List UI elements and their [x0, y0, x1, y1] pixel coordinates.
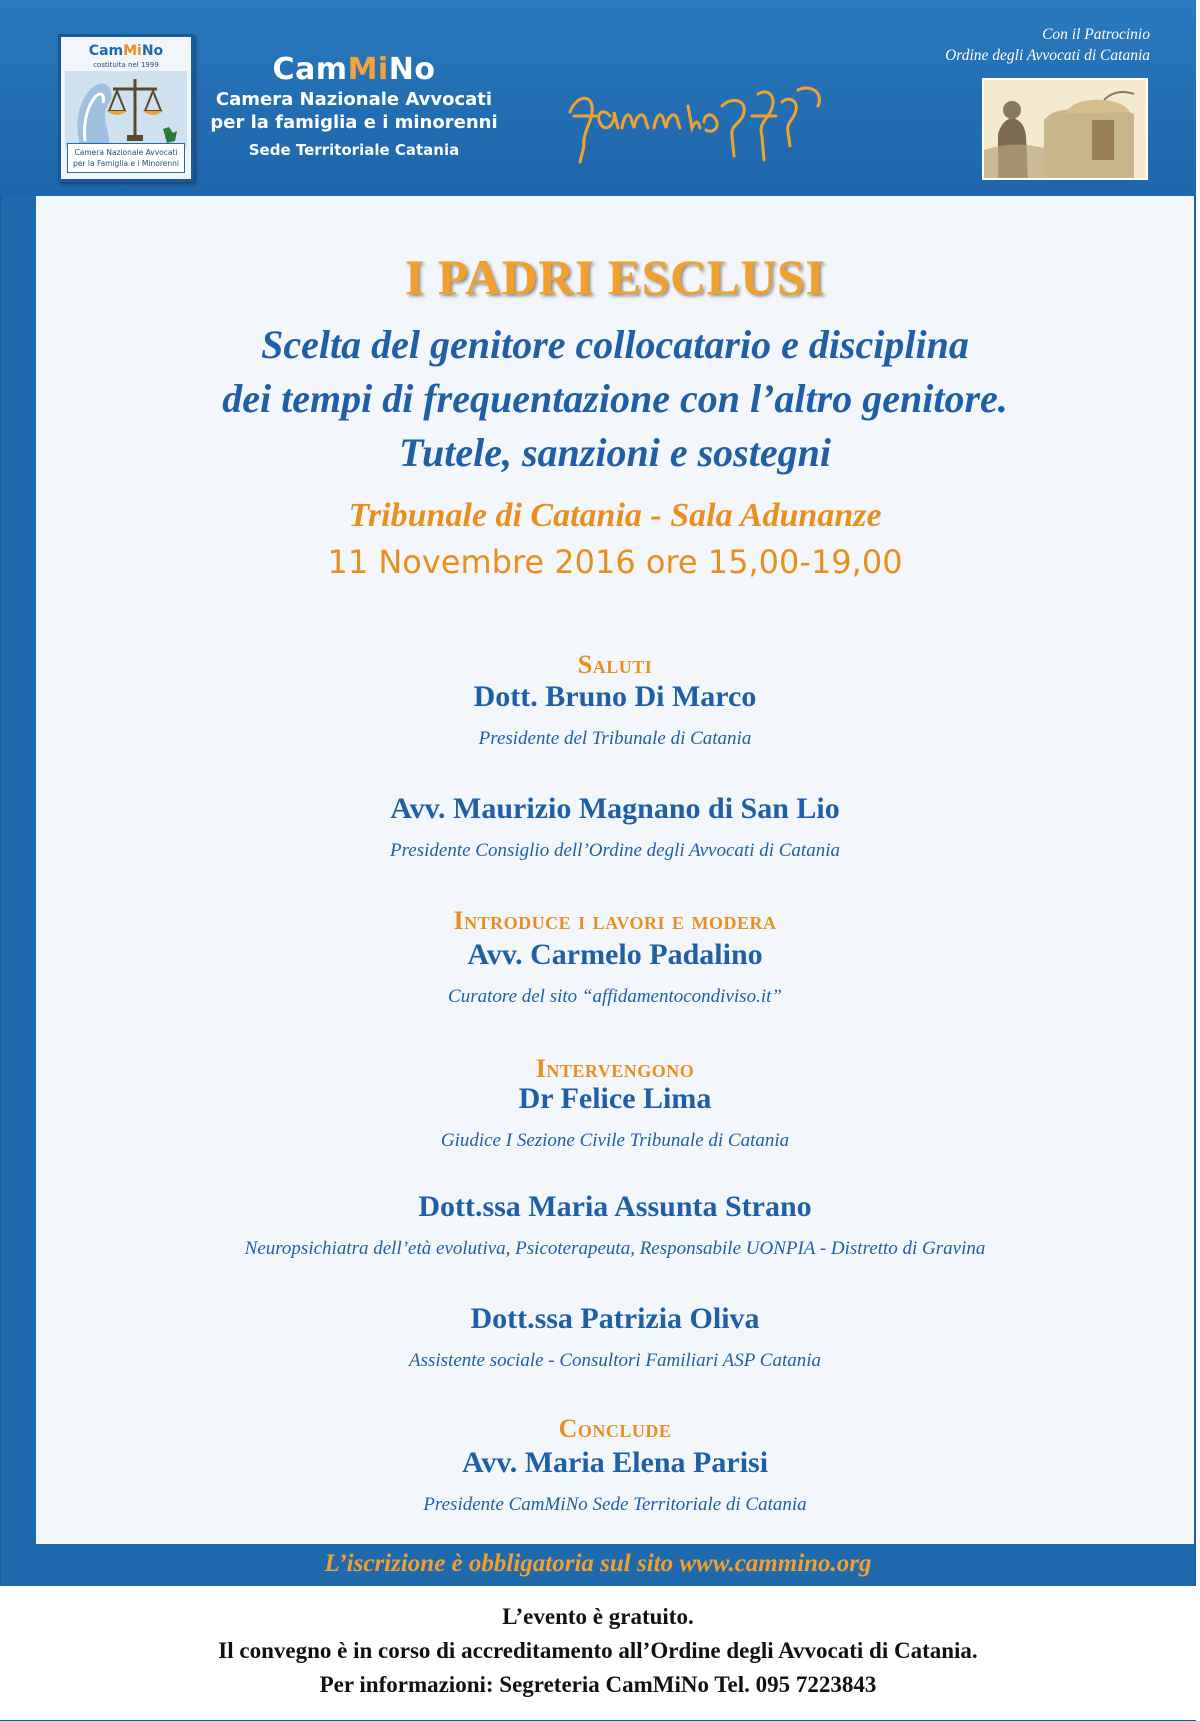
speaker-role: Presidente CamMiNo Sede Territoriale di Catania — [423, 1494, 807, 1515]
event-subtitle: Scelta del genitore collocatario e disciplina dei tempi di frequentazione con l’altro genitore. Tutele, sanzioni e sostegni — [222, 322, 1008, 475]
logo-footer: Camera Nazionale Avvocati per la Famiglia e i Minorenni — [67, 143, 185, 173]
logo-since: costituita nel 1999 — [93, 61, 159, 69]
registration-link[interactable]: L’iscrizione è obbligatoria sul sito www.cammino.org — [324, 1550, 872, 1577]
cammino-signature-icon — [562, 76, 834, 166]
speaker-name: Dott. Bruno Di Marco — [473, 680, 757, 713]
brand-line-2: per la famiglia e i minorenni — [210, 112, 498, 133]
event-title: I PADRI ESCLUSI — [404, 249, 826, 305]
speaker-role: Presidente del Tribunale di Catania — [478, 728, 752, 749]
speaker-role: Neuropsichiatra dell’età evolutiva, Psicoterapeuta, Responsabile UONPIA - Distretto di Gravina — [244, 1238, 986, 1259]
saint-statue-illustration-icon — [982, 78, 1148, 180]
footer-panel — [0, 1586, 1196, 1720]
speaker-name: Dott.ssa Patrizia Oliva — [470, 1302, 760, 1335]
speaker-role: Curatore del sito “affidamentocondiviso.it” — [448, 986, 782, 1007]
brand-title: CamMiNo — [272, 52, 436, 87]
speaker-role: Presidente Consiglio dell’Ordine degli Avvocati di Catania — [390, 840, 840, 861]
patronage-text: Con il Patrocinio Ordine degli Avvocati di Catania — [945, 26, 1150, 64]
cammino-logo — [58, 34, 194, 182]
event-datetime: 11 Novembre 2016 ore 15,00-19,00 — [327, 543, 903, 581]
section-conclude: Conclude — [558, 1414, 672, 1443]
speaker-role: Giudice I Sezione Civile Tribunale di Catania — [440, 1130, 790, 1151]
section-intervengono: Intervengono — [535, 1054, 695, 1083]
footer-accreditation: Il convegno è in corso di accreditamento all’Ordine degli Avvocati di Catania. — [218, 1638, 978, 1663]
speaker-name: Dr Felice Lima — [518, 1082, 712, 1115]
section-saluti: Saluti — [577, 650, 653, 679]
brand-sede: Sede Territoriale Catania — [248, 141, 460, 159]
speaker-name: Dott.ssa Maria Assunta Strano — [418, 1190, 812, 1223]
speaker-name: Avv. Carmelo Padalino — [467, 938, 763, 971]
logo-title: CamMiNo — [88, 43, 164, 59]
event-venue: Tribunale di Catania - Sala Adunanze — [348, 497, 882, 534]
brand-line-1: Camera Nazionale Avvocati — [215, 89, 493, 110]
speaker-name: Avv. Maurizio Magnano di San Lio — [390, 792, 840, 825]
main-panel — [36, 196, 1194, 1544]
brand-block — [196, 52, 512, 161]
header — [0, 0, 1196, 196]
speaker-name: Avv. Maria Elena Parisi — [461, 1446, 769, 1479]
footer-contact: Per informazioni: Segreteria CamMiNo Tel. 095 7223843 — [319, 1672, 877, 1697]
section-introduce: Introduce i lavori e modera — [453, 906, 777, 935]
scales-of-justice-icon — [65, 71, 187, 149]
footer-free-event: L’evento è gratuito. — [502, 1604, 694, 1629]
speaker-role: Assistente sociale - Consultori Familiari ASP Catania — [408, 1350, 822, 1371]
